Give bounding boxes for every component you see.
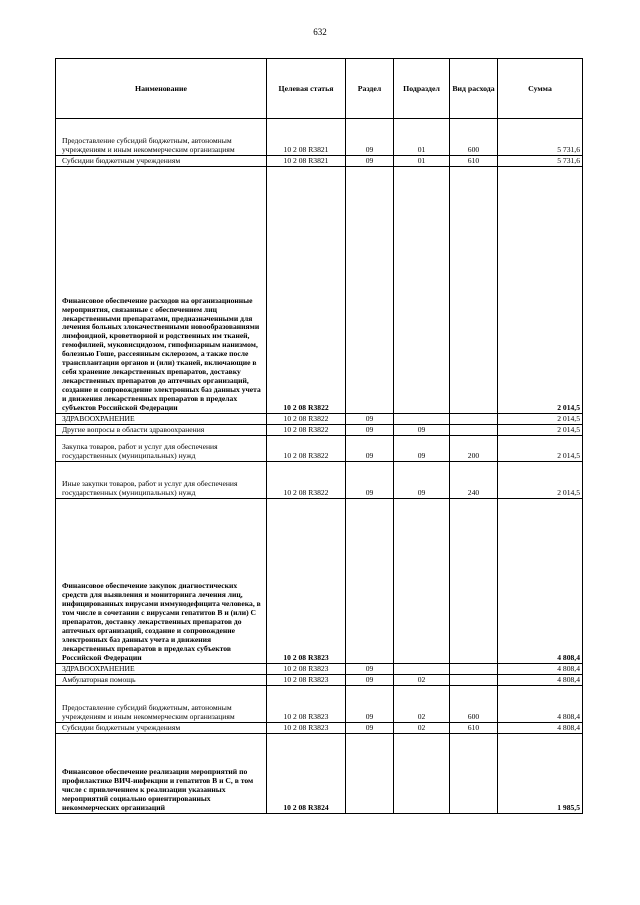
cell-sum: 2 014,5 [498,414,583,425]
header-target-article: Целевая статья [267,59,346,119]
cell-section [346,167,394,414]
cell-target-article: 10 2 08 R3823 [267,664,346,675]
table-row [56,167,583,414]
cell-expense-type [450,167,498,414]
cell-expense-type: 600 [450,119,498,156]
cell-name [56,425,267,436]
cell-section: 09 [346,686,394,723]
cell-target-article: 10 2 08 R3822 [267,462,346,499]
table-row [56,436,583,462]
table-row [56,414,583,425]
cell-expense-type [450,734,498,814]
cell-name [56,499,267,664]
cell-subsection: 09 [394,462,450,499]
cell-subsection [394,167,450,414]
table-row [56,664,583,675]
cell-name [56,436,267,462]
cell-target-article: 10 2 08 R3821 [267,119,346,156]
cell-sum: 4 808,4 [498,723,583,734]
cell-subsection: 09 [394,425,450,436]
cell-section [346,499,394,664]
row-name-text: Субсидии бюджетным учреждениям [62,156,181,166]
cell-expense-type [450,425,498,436]
cell-expense-type: 610 [450,156,498,167]
cell-section: 09 [346,723,394,734]
table-body [56,119,583,814]
cell-expense-type [450,664,498,675]
row-name-text: Закупка товаров, работ и услуг для обеспечения государственных (муниципальных) нужд [62,442,218,461]
page-number: 632 [313,27,327,37]
table-row [56,462,583,499]
table-row [56,734,583,814]
table-row [56,425,583,436]
table-row [56,156,583,167]
cell-section: 09 [346,425,394,436]
row-name-text: Финансовое обеспечение расходов на организационные мероприятия, связанные с обеспечением лиц лекарственными препаратами, предназначенными для лечения больных злокачественными новообразованиями лимфоидной, кроветворной и родственных им тканей, гемофилией, муковисцидозом, гипофизарным нанизмом, болезнью Гоше, рассеянным склерозом, а также после трансплантации органов и (или) тканей, включающие в себя хранение лекарственных препаратов, доставку лекарственных препаратов до аптечных организаций, создание и сопровождение электронных баз данных учета и движения лекарственных препаратов в пределах субъектов Российской Федерации [62,295,261,413]
row-name-text: Финансовое обеспечение закупок диагностических средств для выявления и мониторинга лечения лиц, инфицированных вирусами иммунодефицита человека, в том числе в сочетании с вирусами гепатитов B и (или) C препаратов, доставку лекарственных препаратов до аптечных организаций, создание и сопровождение электронных баз данных учета и движения лекарственных препаратов в пределах субъектов Российской Федерации [62,581,261,663]
cell-expense-type [450,675,498,686]
cell-section: 09 [346,462,394,499]
cell-section [346,734,394,814]
cell-target-article: 10 2 08 R3822 [267,425,346,436]
row-name-text: Субсидии бюджетным учреждениям [62,723,181,733]
header-expense-type: Вид расхода [450,59,498,119]
cell-subsection: 02 [394,675,450,686]
cell-subsection: 01 [394,156,450,167]
row-name-text: Иные закупки товаров, работ и услуг для обеспечения государственных (муниципальных) нужд [62,479,238,498]
cell-target-article: 10 2 08 R3822 [267,167,346,414]
cell-subsection [394,414,450,425]
cell-target-article: 10 2 08 R3824 [267,734,346,814]
cell-sum: 4 808,4 [498,686,583,723]
row-name-text: Амбулаторная помощь [62,675,136,685]
cell-expense-type: 200 [450,436,498,462]
cell-subsection [394,499,450,664]
cell-sum: 2 014,5 [498,425,583,436]
table-row [56,119,583,156]
cell-name [56,734,267,814]
cell-subsection: 01 [394,119,450,156]
cell-sum: 2 014,5 [498,167,583,414]
cell-target-article: 10 2 08 R3823 [267,675,346,686]
row-name-text: Предоставление субсидий бюджетным, автономным учреждениям и иным некоммерческим организациям [62,136,235,155]
cell-target-article: 10 2 08 R3821 [267,156,346,167]
cell-sum: 2 014,5 [498,436,583,462]
cell-section: 09 [346,156,394,167]
cell-sum: 2 014,5 [498,462,583,499]
table-row [56,686,583,723]
cell-section: 09 [346,675,394,686]
cell-section: 09 [346,664,394,675]
row-name-text: Другие вопросы в области здравоохранения [62,425,205,435]
row-name-text: Предоставление субсидий бюджетным, автономным учреждениям и иным некоммерческим организациям [62,703,235,722]
cell-sum: 4 808,4 [498,499,583,664]
cell-sum: 4 808,4 [498,675,583,686]
cell-name [56,119,267,156]
cell-expense-type: 240 [450,462,498,499]
header-section: Раздел [346,59,394,119]
cell-target-article: 10 2 08 R3823 [267,686,346,723]
cell-section: 09 [346,436,394,462]
cell-target-article: 10 2 08 R3823 [267,499,346,664]
cell-target-article: 10 2 08 R3823 [267,723,346,734]
table-row [56,499,583,664]
cell-subsection: 02 [394,686,450,723]
header-sum: Сумма [498,59,583,119]
row-name-text: ЗДРАВООХРАНЕНИЕ [62,664,135,674]
cell-sum: 5 731,6 [498,119,583,156]
table-row [56,675,583,686]
cell-sum: 5 731,6 [498,156,583,167]
row-name-text: ЗДРАВООХРАНЕНИЕ [62,414,135,424]
cell-expense-type [450,499,498,664]
cell-target-article: 10 2 08 R3822 [267,414,346,425]
cell-subsection [394,734,450,814]
cell-expense-type [450,414,498,425]
cell-subsection: 09 [394,436,450,462]
cell-target-article: 10 2 08 R3822 [267,436,346,462]
cell-name [56,167,267,414]
cell-name [56,414,267,425]
cell-subsection: 02 [394,723,450,734]
cell-name [56,462,267,499]
header-name: Наименование [56,59,267,119]
cell-name [56,664,267,675]
cell-section: 09 [346,414,394,425]
row-name-text: Финансовое обеспечение реализации мероприятий по профилактике ВИЧ-инфекции и гепатитов B и C, в том числе с привлечением к реализации указанных мероприятий социально ориентированных некоммерческих организаций [62,767,254,813]
cell-section: 09 [346,119,394,156]
cell-expense-type: 610 [450,723,498,734]
cell-sum: 1 985,5 [498,734,583,814]
budget-table [55,58,583,814]
cell-expense-type: 600 [450,686,498,723]
table-row [56,723,583,734]
cell-subsection [394,664,450,675]
cell-name [56,675,267,686]
cell-name [56,686,267,723]
cell-name [56,723,267,734]
table-header-row [56,59,583,119]
header-subsection: Подраздел [394,59,450,119]
cell-name [56,156,267,167]
cell-sum: 4 808,4 [498,664,583,675]
